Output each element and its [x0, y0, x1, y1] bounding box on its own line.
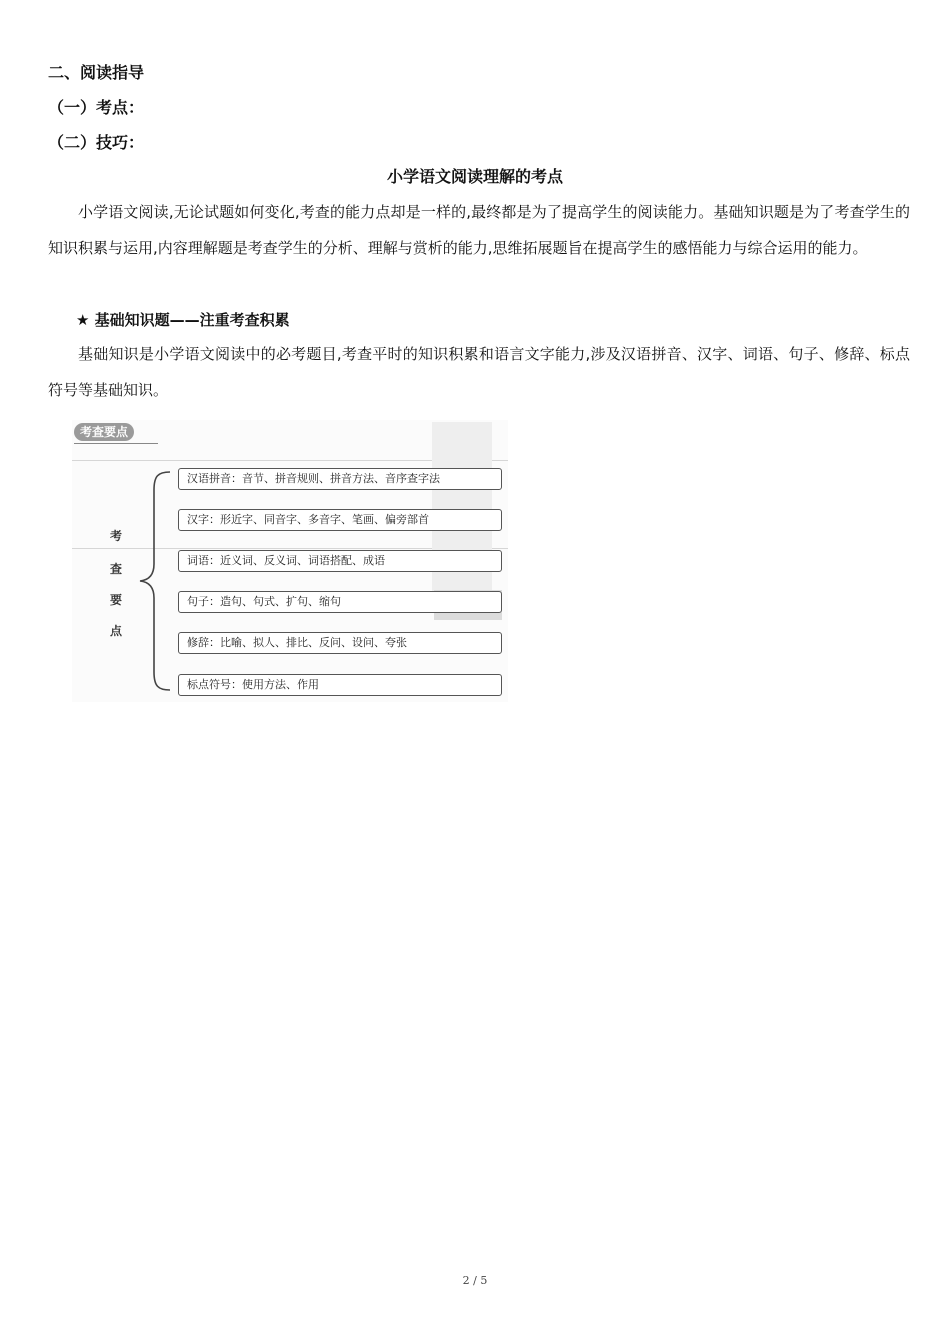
star-heading: ★ 基础知识题——注重考查积累 [76, 311, 290, 329]
exam-point-item: 标点符号：使用方法、作用 [178, 674, 502, 696]
exam-point-item: 词语：近义词、反义词、词语搭配、成语 [178, 550, 502, 572]
article-title: 小学语文阅读理解的考点 [386, 167, 563, 186]
paragraph-basics: 基础知识是小学语文阅读中的必考题目,考查平时的知识积累和语言文字能力,涉及汉语拼音、汉字、词语、句子、修辞、标点符号等基础知识。 [48, 345, 910, 399]
vertical-label-char: 要 [109, 593, 122, 607]
vertical-label-char: 点 [109, 624, 122, 638]
exam-point-item: 句子：造句、句式、扩句、缩句 [178, 591, 502, 613]
subheading-jiqiao: （二）技巧： [48, 133, 145, 152]
figure-tag: 考查要点 [74, 423, 134, 441]
section-heading: 二、阅读指导 [48, 63, 145, 82]
paragraph-intro: 小学语文阅读,无论试题如何变化,考查的能力点却是一样的,最终都是为了提高学生的阅读能力。基础知识题是为了考查学生的知识积累与运用,内容理解题是考查学生的分析、理解与赏析的能力,思维拓展题旨在提高学生的感悟能力与综合运用的能力。 [48, 203, 910, 257]
figure-tag-underline [74, 443, 158, 444]
vertical-label-char: 查 [109, 562, 122, 576]
page-number: 2 / 5 [462, 1274, 488, 1287]
exam-points-figure [72, 420, 508, 702]
exam-point-item: 修辞：比喻、拟人、排比、反问、设问、夸张 [178, 632, 502, 654]
subheading-kaodian: （一）考点： [48, 98, 145, 117]
exam-point-item: 汉语拼音：音节、拼音规则、拼音方法、音序查字法 [178, 468, 502, 490]
curly-brace-icon [136, 468, 176, 694]
vertical-label-char: 考 [109, 529, 122, 543]
exam-point-item: 汉字：形近字、同音字、多音字、笔画、偏旁部首 [178, 509, 502, 531]
